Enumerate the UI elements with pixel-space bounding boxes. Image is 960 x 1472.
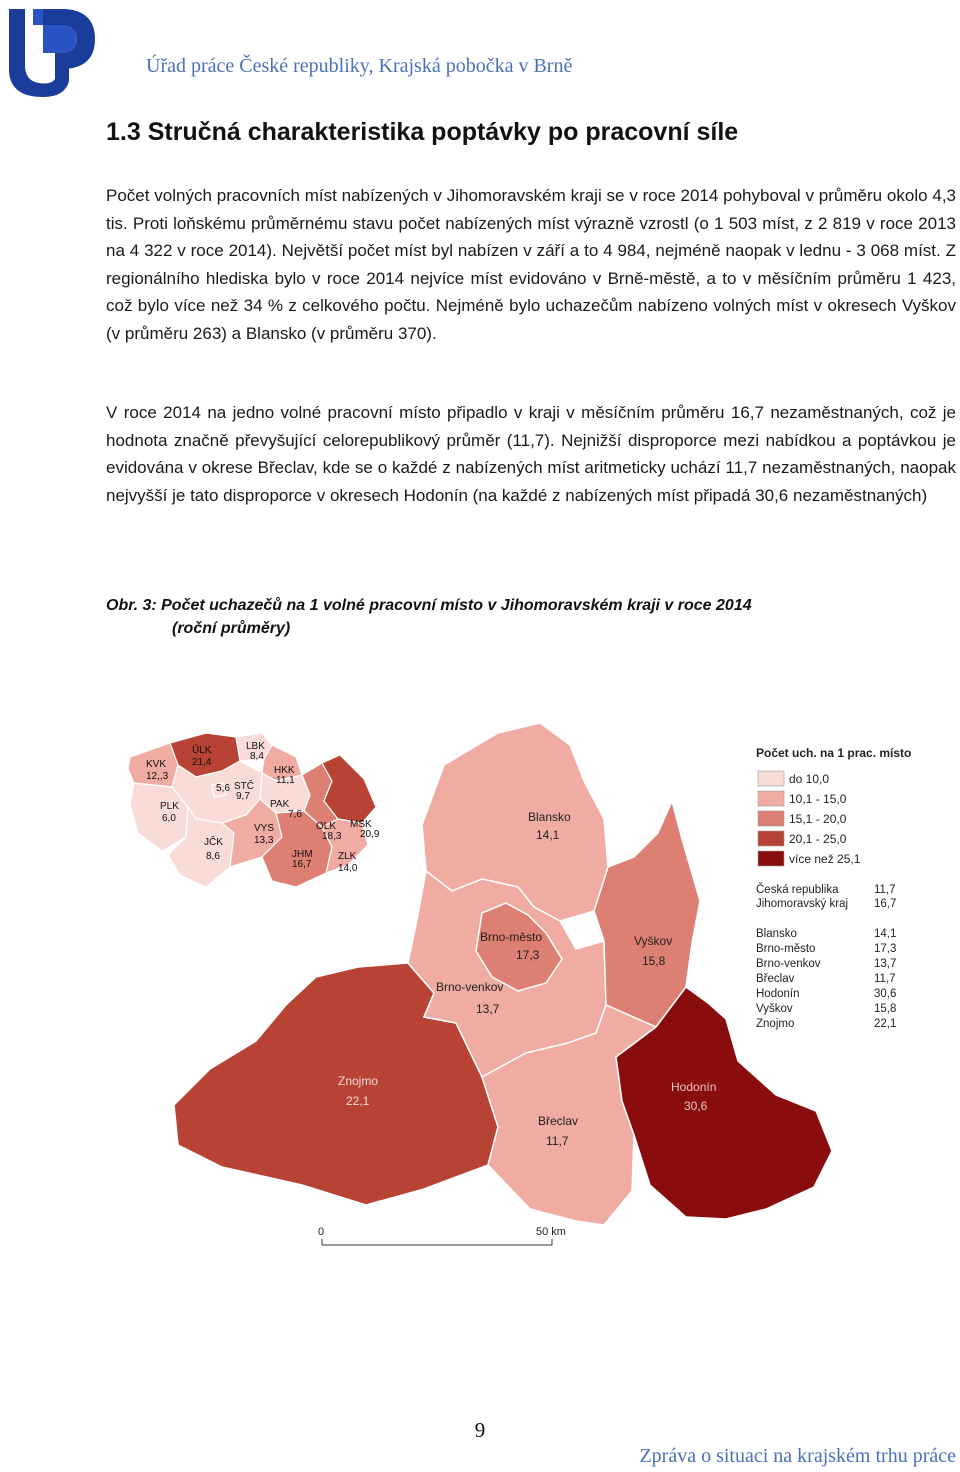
table-value-blansko: 14,1 — [874, 928, 897, 940]
scale-start-label: 0 — [318, 1226, 325, 1238]
table-name-vyskov: Vyškov — [756, 1003, 793, 1015]
summary-name-jmk: Jihomoravský kraj — [756, 898, 849, 910]
footer-report-title: Zpráva o situaci na krajském trhu práce — [639, 1445, 956, 1467]
label-stc: STČ — [234, 781, 254, 792]
map-legend — [756, 746, 911, 1030]
value-brno-venkov: 13,7 — [476, 1002, 500, 1016]
legend-class-4: více než 25,1 — [789, 852, 861, 866]
value-zlk: 14,0 — [338, 863, 358, 874]
summary-value-cr: 11,7 — [874, 884, 896, 896]
value-plk: 6,0 — [162, 813, 176, 824]
value-blansko: 14,1 — [536, 828, 560, 842]
value-msk: 20,9 — [360, 829, 380, 840]
table-name-breclav: Břeclav — [756, 973, 795, 985]
scale-end-label: 50 km — [536, 1226, 566, 1238]
summary-table — [756, 883, 896, 910]
label-hodonin: Hodonín — [671, 1080, 717, 1094]
legend-swatch-2 — [758, 811, 784, 826]
value-pha: 5,6 — [216, 783, 230, 794]
paragraph-demand: Počet volných pracovních míst nabízených v Jihomoravském kraji se v roce 2014 pohyboval v průměru okolo 4,3 tis. Proti loňskému průměrnému stavu počet nabízených míst výrazně vzrostl (o 1 503 míst, z 2 819 v roce 2013 na 4 322 v roce 2014). Největší počet míst byl nabízen v září a to 4 984, nejméně naopak v lednu - 3 068 míst. Z regionálního hlediska bylo v roce 2014 nejvíce míst evidováno v Brně-městě, a to v měsíčním průměru 1 423, což bylo více než 34 % z celkového počtu. Nejméně bylo uchazečům nabízeno volných míst v okresech Vyškov (v průměru 263) a Blansko (v průměru 370). — [106, 186, 956, 343]
upcr-logo — [3, 3, 99, 99]
value-vys: 13,3 — [254, 835, 274, 846]
legend-swatch-3 — [758, 831, 784, 846]
district-table — [756, 928, 896, 1030]
label-ulk: ÚLK — [192, 745, 212, 756]
page-number: 9 — [474, 1418, 486, 1442]
section-title: 1.3 Stručná charakteristika poptávky po pracovní síle — [106, 118, 739, 146]
label-msk: MSK — [350, 819, 372, 830]
table-value-breclav: 11,7 — [874, 973, 896, 985]
value-jhm: 16,7 — [292, 859, 312, 870]
label-olk: OLK — [316, 821, 337, 832]
figure-caption — [106, 594, 752, 640]
table-name-znojmo: Znojmo — [756, 1018, 795, 1030]
table-value-brno-venkov: 13,7 — [874, 958, 897, 970]
label-blansko: Blansko — [528, 810, 571, 824]
table-name-brno-venkov: Brno-venkov — [756, 958, 821, 970]
label-jck: JČK — [204, 837, 223, 848]
choropleth-map — [126, 715, 926, 1270]
figure-caption-line2: (roční průměry) — [172, 620, 291, 637]
value-olk: 18,3 — [322, 831, 342, 842]
value-znojmo: 22,1 — [346, 1094, 370, 1108]
label-zlk: ZLK — [338, 851, 357, 862]
table-name-brno-mesto: Brno-město — [756, 943, 816, 955]
scale-bar — [318, 1226, 566, 1245]
value-hodonin: 30,6 — [684, 1099, 708, 1113]
legend-swatch-1 — [758, 791, 784, 806]
summary-value-jmk: 16,7 — [874, 898, 897, 910]
value-kvk: 12,,3 — [146, 771, 169, 782]
value-ulk: 21,4 — [192, 757, 212, 768]
table-value-hodonin: 30,6 — [874, 988, 897, 1000]
label-vys: VYS — [254, 823, 275, 834]
summary-name-cr: Česká republika — [756, 884, 839, 896]
label-brno-mesto: Brno-město — [480, 930, 543, 944]
legend-class-0: do 10,0 — [789, 772, 830, 786]
legend-swatch-0 — [758, 771, 784, 786]
label-kvk: KVK — [146, 759, 167, 770]
label-breclav: Břeclav — [538, 1114, 579, 1128]
legend-swatch-4 — [758, 851, 784, 866]
label-plk: PLK — [160, 801, 179, 812]
label-pak: PAK — [270, 799, 290, 810]
legend-class-2: 15,1 - 20,0 — [789, 812, 847, 826]
value-lbk: 8,4 — [250, 751, 264, 762]
table-value-vyskov: 15,8 — [874, 1003, 897, 1015]
table-value-znojmo: 22,1 — [874, 1018, 897, 1030]
label-brno-venkov: Brno-venkov — [436, 980, 504, 994]
legend-class-1: 10,1 - 15,0 — [789, 792, 847, 806]
value-brno-mesto: 17,3 — [516, 948, 540, 962]
value-vyskov: 15,8 — [642, 954, 666, 968]
legend-class-3: 20,1 - 25,0 — [789, 832, 847, 846]
value-jck: 8,6 — [206, 851, 220, 862]
label-znojmo: Znojmo — [338, 1074, 379, 1088]
header-organization: Úřad práce České republiky, Krajská pobočka v Brně — [146, 55, 573, 77]
label-jhm: JHM — [292, 849, 313, 860]
legend-classes — [758, 771, 861, 866]
table-value-brno-mesto: 17,3 — [874, 943, 897, 955]
label-lbk: LBK — [246, 741, 265, 752]
value-breclav: 11,7 — [546, 1134, 569, 1148]
table-name-blansko: Blansko — [756, 928, 797, 940]
table-name-hodonin: Hodonín — [756, 988, 800, 1000]
value-hkk: 11,1 — [276, 775, 295, 786]
value-stc: 9,7 — [236, 791, 250, 802]
legend-title: Počet uch. na 1 prac. místo — [756, 746, 912, 760]
value-pak: 7,6 — [288, 809, 302, 820]
label-hkk: HKK — [274, 765, 295, 776]
paragraph-ratio: V roce 2014 na jedno volné pracovní místo připadlo v kraji v měsíčním průměru 16,7 nezaměstnaných, což je hodnota značně převyšující celorepublikový průměr (11,7). Nejnižší disproporce mezi nabídkou a poptávkou je evidována v okrese Břeclav, kde se o každé z nabízených míst aritmeticky uchází 11,7 nezaměstnaných, naopak nejvyšší je tato disproporce v okresech Hodonín (na každé z nabízených míst připadá 30,6 nezaměstnaných) — [106, 403, 956, 505]
label-vyskov: Vyškov — [634, 934, 673, 948]
figure-caption-line1: Obr. 3: Počet uchazečů na 1 volné pracovní místo v Jihomoravském kraji v roce 2014 — [106, 597, 752, 614]
